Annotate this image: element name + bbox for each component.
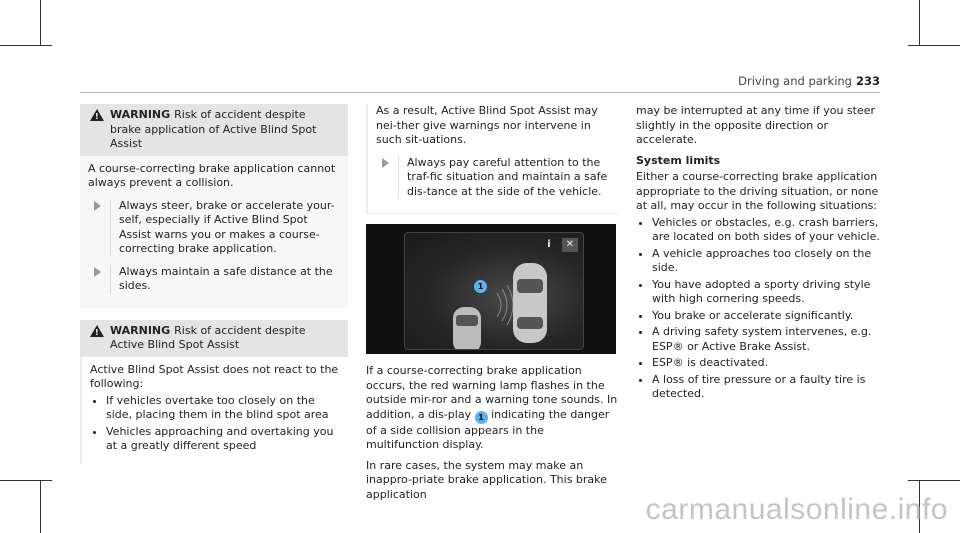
paragraph: In rare cases, the system may make an inappro-priate brake application. This brake application xyxy=(366,458,607,501)
warning-continuation-box xyxy=(366,104,620,214)
crop-mark xyxy=(908,45,960,46)
blind-spot-display-illustration xyxy=(366,224,616,354)
marker-1-icon: 1 xyxy=(474,280,487,293)
column-2 xyxy=(366,104,620,508)
warning-text: A course-correcting brake application cannot always prevent a collision. xyxy=(88,161,336,189)
warning-title: Risk of accident despite brake application of Active Blind Spot Assist xyxy=(110,108,317,150)
warning-triangle-icon xyxy=(90,325,104,337)
step-text: Always pay careful attention to the traf-fic situation and maintain a safe dis-tance at the side of the vehicle. xyxy=(398,156,614,200)
multifunction-display xyxy=(404,232,584,350)
warning-box-2 xyxy=(80,320,348,464)
warning-label: WARNING xyxy=(110,108,171,121)
arrow-icon xyxy=(94,267,101,277)
warning-triangle-icon xyxy=(90,109,104,121)
arrow-icon xyxy=(382,158,389,168)
bullet-list xyxy=(90,394,340,454)
page-number: 233 xyxy=(855,74,880,88)
section-heading: System limits xyxy=(636,153,721,167)
step-text: Always steer, brake or accelerate your-self, especially if Active Blind Spot Assist warns you or makes a course-correcting brake application. xyxy=(110,199,340,257)
instruction-step xyxy=(88,199,340,257)
warning-header xyxy=(80,320,348,357)
continuation-text: As a result, Active Blind Spot Assist may nei-ther give warnings nor intervene in such sit-uations. xyxy=(376,104,598,146)
paragraph-text: indicating the danger of a side collision appears in the multifunction display. xyxy=(366,407,610,451)
list-item: • A loss of tire pressure or a faulty tire is detected. xyxy=(652,373,880,402)
marker-1-icon: 1 xyxy=(475,411,488,424)
warning-header xyxy=(80,104,348,156)
warning-body xyxy=(80,156,348,308)
paragraph: may be interrupted at any time if you steer slightly in the opposite direction or accelerate. xyxy=(636,104,876,146)
running-header xyxy=(738,74,880,88)
own-vehicle-icon xyxy=(513,263,547,343)
vehicles-graphic xyxy=(405,233,583,349)
column-3 xyxy=(636,104,880,406)
crop-mark xyxy=(919,0,920,46)
list-item: • ESP® is deactivated. xyxy=(652,356,880,371)
arrow-icon xyxy=(94,201,101,211)
header-rule xyxy=(80,92,880,93)
warning-text: Active Blind Spot Assist does not react to the following: xyxy=(90,362,339,390)
warning-box-1 xyxy=(80,104,348,308)
step-text: Always maintain a safe distance at the sides. xyxy=(110,265,340,294)
list-item: • A vehicle approaches too closely on the side. xyxy=(652,247,880,276)
column-1 xyxy=(80,104,348,474)
crop-mark xyxy=(40,480,41,533)
warning-wave-icon xyxy=(497,285,513,325)
list-item: • Vehicles or obstacles, e.g. crash barriers, are located on both sides of your vehicle. xyxy=(652,216,880,245)
info-icon: i xyxy=(547,239,551,250)
instruction-step xyxy=(376,156,614,200)
bullet-list xyxy=(636,216,880,402)
list-item: • You have adopted a sporty driving style with high cornering speeds. xyxy=(652,278,880,307)
crop-mark xyxy=(0,45,52,46)
paragraph xyxy=(366,364,620,453)
other-vehicle-icon xyxy=(453,307,481,349)
list-item: • If vehicles overtake too closely on the side, placing them in the blind spot area xyxy=(106,394,340,423)
section-title: Driving and parking xyxy=(738,74,852,88)
list-item: • A driving safety system intervenes, e.g. ESP® or Active Brake Assist. xyxy=(652,325,880,354)
warning-label: WARNING xyxy=(110,323,171,337)
list-item: • Vehicles approaching and overtaking you at a greatly different speed xyxy=(106,425,340,454)
crop-mark xyxy=(0,480,52,481)
close-icon: ✕ xyxy=(562,238,578,252)
paragraph: Either a course-correcting brake application appropriate to the driving situation, or none at all, may occur in the following situations: xyxy=(636,170,879,212)
paragraph-text: If a course-correcting brake application occurs, the red warning lamp flashes in the outside mir-ror and a warning tone sounds. In addition, a dis-play xyxy=(366,364,618,421)
instruction-step xyxy=(88,265,340,294)
list-item: • You brake or accelerate significantly. xyxy=(652,309,880,324)
crop-mark xyxy=(40,0,41,46)
watermark: carmanualsonline.info xyxy=(645,493,948,526)
warning-body xyxy=(80,357,348,464)
crop-mark xyxy=(908,480,960,481)
warning-title: Risk of accident despite Active Blind Spot Assist xyxy=(110,323,306,351)
